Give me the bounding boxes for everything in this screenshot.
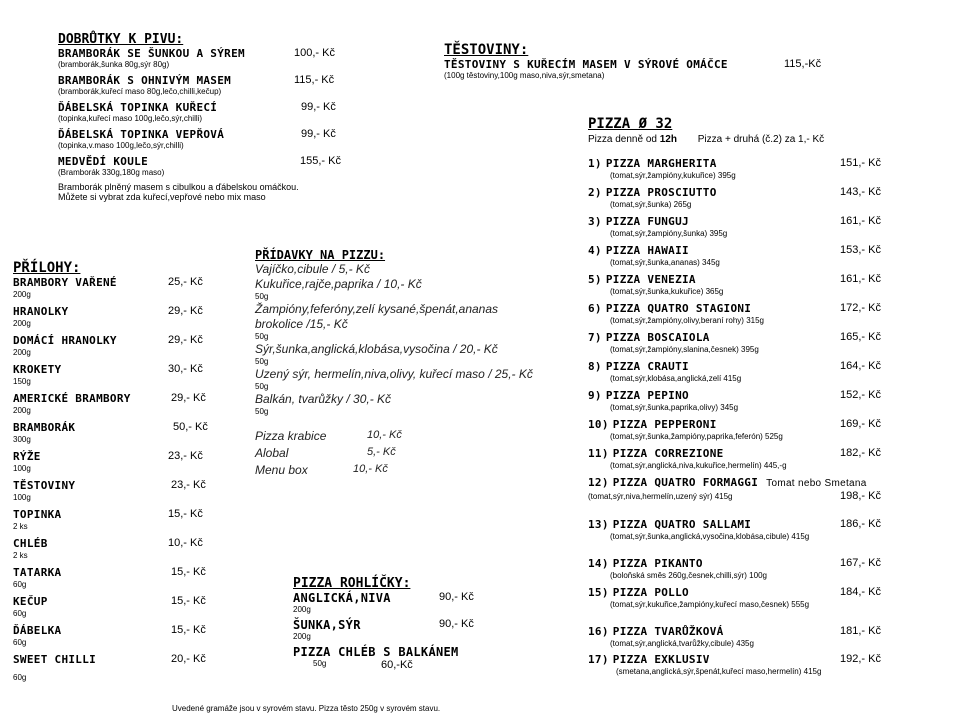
pizza-item [588,447,928,476]
priloha-item-weight: 200g [13,319,31,328]
pizza-item-row [588,447,928,461]
rohlicek-item-name: ŠUNKA,SÝR [293,618,361,632]
priloha-item-weight: 2 ks [13,551,28,560]
priloha-item-weight: 150g [13,377,31,386]
priloha-item-weight: 100g [13,464,31,473]
pizza-item-name: PIZZA POLLO [612,586,689,599]
prilohy-title: PŘÍLOHY: [13,260,81,276]
pizza-item-num: 14) [588,557,609,570]
pizza-item-price: 161,- Kč [840,215,881,227]
priloha-item-name: BRAMBORÁK [13,421,76,434]
priloha-item-price: 50,- Kč [173,421,208,433]
pizza-item [588,418,928,447]
dobrutky-item [58,128,358,141]
pizza-item-desc: (tomat,sýr,anglická,tvarůžky,cibule) 435g [610,639,754,648]
dobrutky-item-price: 155,- Kč [300,155,341,167]
dobrutky-item [58,101,358,114]
pizza-item [588,215,928,244]
pridavek-line: Sýr,šunka,anglická,klobása,vysočina / 20,- Kč [255,342,498,356]
priloha-item-weight: 200g [13,290,31,299]
pizza-item-price: 186,- Kč [840,518,881,530]
pizza-item-name: PIZZA TVARŮŽKOVÁ [612,625,724,638]
priloha-item [13,653,233,667]
pizza-item-desc: (tomat,sýr,šunka,ananas) 345g [610,258,720,267]
testoviny-row [444,58,844,71]
pridavek-extra [255,463,595,480]
pridavek-line: brokolice /15,- Kč [255,317,348,331]
priloha-item [13,276,233,290]
pizza-item-row [588,360,928,374]
rohlicek-item-name: ANGLICKÁ,NIVA [293,591,391,605]
pizza-item-desc: (tomat,sýr,šunka,žampióny,paprika,feferón) 525g [610,432,783,441]
rohlicek-item-price: 90,- Kč [439,618,474,630]
pizza-item-name: PIZZA QUATRO SALLAMI [612,518,752,531]
pizza-item-num: 1) [588,157,602,170]
priloha-item-price: 29,- Kč [168,305,203,317]
priloha-item [13,363,233,377]
pizza-item-title [588,389,689,402]
priloha-item-name: RÝŽE [13,450,41,463]
priloha-item-name: HRANOLKY [13,305,69,318]
pizza-item-num: 10) [588,418,609,431]
dobrutky-item-desc: (Bramborák 330g,180g maso) [58,168,165,177]
pizza-item [588,157,928,186]
pizza-item-desc: (tomat,sýr,niva,hermelín,uzený sýr) 415g [588,492,733,501]
pridavek-line: Balkán, tvarůžky / 30,- Kč [255,392,392,406]
priloha-item-price: 10,- Kč [168,537,203,549]
pizza-item-num: 12) [588,476,609,489]
rohlicek-item-weight: 200g [293,605,311,614]
priloha-item-name: TĚSTOVINY [13,479,76,492]
pridavek-extra-price: 10,- Kč [353,463,388,475]
pridavek-extra [255,429,595,446]
pizza-daily-time: 12h [659,134,677,145]
pizza-item [588,476,928,508]
pizza-item [588,360,928,389]
pridavek-line: Vajíčko,cibule / 5,- Kč [255,262,370,276]
pizza-item-desc: (smetana,anglická,sýr,špenát,kuřecí maso,hermelín) 415g [616,667,822,676]
pizza-item [588,518,928,547]
pizza-item [588,302,928,331]
pizza-item-num: 11) [588,447,609,460]
priloha-item-weight: 300g [13,435,31,444]
dobrutky-item [58,47,358,60]
priloha-item [13,305,233,319]
pizza-item-title [588,157,717,170]
priloha-item [13,595,233,609]
pizza-item-num: 6) [588,302,602,315]
pridavek-extra [255,446,595,463]
pizza-item-num: 3) [588,215,602,228]
priloha-item [13,479,233,493]
priloha-item-weight: 200g [13,348,31,357]
section-dobrutky [58,32,358,202]
dobrutky-note-1: Bramborák plněný masem s cibulkou a ďábelskou omáčkou. [58,182,299,192]
pizza-item-desc: (tomat,sýr,šunka,anglická,vysočina,klobása,cibule) 415g [610,532,810,541]
pizza-item-price: 198,- Kč [840,490,881,502]
pizza-item-row [588,389,928,403]
pizza-item [588,625,928,654]
pizza-item [588,557,928,586]
pizza-item-row [588,331,928,345]
pizza-daily-prefix: Pizza denně od [588,134,660,145]
pizza-item-name: PIZZA QUATRO STAGIONI [605,302,752,315]
pizza-item-price: 192,- Kč [840,653,881,665]
priloha-item [13,566,233,580]
pizza-item-num: 5) [588,273,602,286]
priloha-item-name: CHLÉB [13,537,48,550]
pizza-item-row [588,273,928,287]
pizza-item-row [588,586,928,600]
priloha-item-weight: 60g [13,609,27,618]
pizza-item-name: PIZZA QUATRO FORMAGGI [612,476,759,489]
dobrutky-item-price: 115,- Kč [294,74,335,86]
pizza-offer: Pizza + druhá (č.2) za 1,- Kč [697,134,825,145]
priloha-item-name: KEČUP [13,595,48,608]
pizza-item-price: 153,- Kč [840,244,881,256]
pizza-item-row [588,518,928,532]
priloha-item-weight: 60g [13,673,27,682]
rohlicky-chleb-weight: 50g [313,659,327,668]
dobrutky-note-2: Můžete si vybrat zda kuřecí,vepřové nebo mix maso [58,192,266,202]
pizza-item-title [588,586,689,599]
pizza-item-title [588,625,724,638]
dobrutky-item-price: 100,- Kč [294,47,335,59]
pridavek-weight: 50g [255,357,269,366]
pridavek-extra-name: Pizza krabice [255,429,327,443]
pizza-item-name: PIZZA CRAUTI [605,360,689,373]
pridavek-extra-price: 10,- Kč [367,429,402,441]
dobrutky-item-desc: (topinka,v.maso 100g,lečo,sýr,chilli) [58,141,184,150]
pizza-item-name: PIZZA PEPINO [605,389,689,402]
priloha-item [13,421,233,435]
pizza-item-title [588,557,703,570]
pizza-item-price: 143,- Kč [840,186,881,198]
pizza-item-price: 169,- Kč [840,418,881,430]
dobrutky-list [58,47,358,182]
priloha-item-weight: 60g [13,580,27,589]
pizza-item-price: 164,- Kč [840,360,881,372]
pizza-item-num: 17) [588,653,609,666]
section-rohlicky [293,576,493,672]
pizza-item-row [588,215,928,229]
pizza-item [588,186,928,215]
priloha-item [13,537,233,551]
priloha-item-price: 23,- Kč [171,479,206,491]
pridavky-title: PŘÍDAVKY NA PIZZU: [255,248,386,262]
pizza-item-row [588,653,928,667]
pizza-item-price: 181,- Kč [840,625,881,637]
testoviny-desc: (100g těstoviny,100g maso,niva,sýr,smetana) [444,71,605,80]
pizza-item-title [588,476,867,489]
priloha-item [13,334,233,348]
priloha-item-price: 29,- Kč [168,334,203,346]
priloha-item-name: DOMÁCÍ HRANOLKY [13,334,117,347]
dobrutky-item-desc: (bramborák,šunka 80g,sýr 80g) [58,60,170,69]
pizza-item-price: 184,- Kč [840,586,881,598]
pizza-item-title [588,302,751,315]
priloha-item-price: 29,- Kč [171,392,206,404]
priloha-item-name: TATARKA [13,566,62,579]
priloha-item-price: 20,- Kč [171,653,206,665]
priloha-item [13,624,233,638]
rohlicky-chleb-row [293,659,493,672]
rohlicky-list [293,591,493,645]
pizza-item-price: 165,- Kč [840,331,881,343]
priloha-item-price: 25,- Kč [168,276,203,288]
pizza-item-name: PIZZA PEPPERONI [612,418,717,431]
pizza-item-name: PIZZA HAWAII [605,244,689,257]
pizza-item-title [588,653,710,666]
pizza-item-title [588,418,717,431]
rohlicky-chleb-name: PIZZA CHLÉB S BALKÁNEM [293,645,459,659]
pizza-item-name: PIZZA VENEZIA [605,273,696,286]
testoviny-price: 115,-Kč [784,58,822,70]
testoviny-name: TĚSTOVINY S KUŘECÍM MASEM V SÝROVÉ OMÁČCE [444,58,728,71]
priloha-item-price: 15,- Kč [168,508,203,520]
priloha-item-price: 15,- Kč [171,595,206,607]
dobrutky-item [58,155,358,168]
pizza-daily-info [588,134,928,145]
pizza-item-desc: (boloňská směs 260g,česnek,chilli,sýr) 100g [610,571,767,580]
pizza-item-desc: (tomat,sýr,šunka,kukuřice) 365g [610,287,724,296]
dobrutky-item-name: ĎÁBELSKÁ TOPINKA VEPŘOVÁ [58,128,225,141]
priloha-item-name: TOPINKA [13,508,62,521]
pridavek-weight: 50g [255,332,269,341]
rohlicek-item-weight: 200g [293,632,311,641]
dobrutky-item-price: 99,- Kč [301,101,336,113]
rohlicky-title: PIZZA ROHLÍČKY: [293,576,411,591]
pizza-item-num: 13) [588,518,609,531]
priloha-item [13,450,233,464]
pizza-item-row [588,625,928,639]
pizza-item-name: PIZZA MARGHERITA [605,157,717,170]
pizza-item-row [588,157,928,171]
pizza-list [588,157,928,682]
pizza-item-row [588,557,928,571]
prilohy-list [13,276,233,689]
pridavek-line: Kukuřice,rajče,paprika / 10,- Kč [255,277,422,291]
dobrutky-item-desc: (topinka,kuřecí maso 100g,lečo,sýr,chilli) [58,114,203,123]
pizza-item-title [588,518,751,531]
dobrutky-item-name: ĎÁBELSKÁ TOPINKA KUŘECÍ [58,101,218,114]
pridavek-weight: 50g [255,292,269,301]
pizza-item-num: 4) [588,244,602,257]
priloha-item-name: AMERICKÉ BRAMBORY [13,392,131,405]
pizza-item [588,653,928,682]
rohlicek-item-price: 90,- Kč [439,591,474,603]
pizza-item-name: PIZZA CORREZIONE [612,447,724,460]
pizza-item-desc: (tomat,sýr,šunka,paprika,olivy) 345g [610,403,739,412]
dobrutky-item [58,74,358,87]
pizza-item-num: 9) [588,389,602,402]
dobrutky-item-name: BRAMBORÁK S OHNIVÝM MASEM [58,74,232,87]
priloha-item-price: 15,- Kč [171,566,206,578]
pizza-item-title [588,215,689,228]
pizza-item-title [588,186,717,199]
testoviny-title: TĚSTOVINY: [444,42,529,58]
pizza-item-title [588,331,710,344]
pridavek-extra-price: 5,- Kč [367,446,396,458]
priloha-item [13,392,233,406]
pizza-item-price: 152,- Kč [840,389,881,401]
priloha-item-price: 15,- Kč [171,624,206,636]
pizza-item-title [588,447,724,460]
priloha-item-weight: 100g [13,493,31,502]
pizza-item-num: 2) [588,186,602,199]
pizza-title: PIZZA Ø 32 [588,116,673,132]
priloha-item-weight: 60g [13,638,27,647]
pizza-item-row [588,418,928,432]
dobrutky-item-name: BRAMBORÁK SE ŠUNKOU A SÝREM [58,47,245,60]
priloha-item-weight: 2 ks [13,522,28,531]
pizza-item-name: PIZZA PROSCIUTTO [605,186,717,199]
pizza-item-row [588,302,928,316]
pridavky-list [255,262,595,417]
pizza-item [588,331,928,360]
pizza-item-price: 182,- Kč [840,447,881,459]
pizza-item-num: 15) [588,586,609,599]
pizza-item-price: 167,- Kč [840,557,881,569]
pizza-item-price: 161,- Kč [840,273,881,285]
pizza-item-title [588,244,689,257]
priloha-item-weight: 200g [13,406,31,415]
pizza-item-desc: (tomat,sýr,anglická,niva,kukuřice,hermelín) 445,-g [610,461,787,470]
pizza-item-name: PIZZA EXKLUSIV [612,653,710,666]
priloha-item [13,508,233,522]
section-pizza [588,116,928,682]
pridavek-extra-name: Alobal [255,446,289,460]
pizza-item [588,273,928,302]
pizza-item-desc: (tomat,sýr,žampióny,šunka) 395g [610,229,728,238]
pizza-item-num: 7) [588,331,602,344]
pridavek-weight: 50g [255,382,269,391]
pizza-item [588,244,928,273]
section-prilohy [13,260,233,689]
pizza-item-extra: Tomat nebo Smetana [766,478,867,489]
pizza-item-row [588,244,928,258]
priloha-item-name: SWEET CHILLI [13,653,97,666]
pizza-item [588,389,928,418]
dobrutky-item-price: 99,- Kč [301,128,336,140]
pridavek-line: Uzený sýr, hermelín,niva,olivy, kuřecí maso / 25,- Kč [255,367,533,381]
pizza-item-desc: (tomat,sýr,žampióny,slanina,česnek) 395g [610,345,759,354]
priloha-item-name: KROKETY [13,363,62,376]
priloha-item-price: 23,- Kč [168,450,203,462]
pizza-item [588,586,928,615]
pizza-item-price: 151,- Kč [840,157,881,169]
priloha-item-price: 30,- Kč [168,363,203,375]
dobrutky-item-name: MEDVĚDÍ KOULE [58,155,148,168]
pizza-item-name: PIZZA BOSCAIOLA [605,331,710,344]
pizza-item-desc: (tomat,sýr,klobása,anglická,zelí 415g [610,374,742,383]
rohlicek-item [293,618,493,632]
pridavek-line: Žampióny,feferóny,zelí kysané,špenát,ananas [255,302,499,316]
pridavek-weight: 50g [255,407,269,416]
pizza-item-name: PIZZA PIKANTO [612,557,703,570]
pizza-item-desc: (tomat,sýr,kukuřice,žampióny,kuřecí maso,česnek) 555g [610,600,810,609]
section-testoviny [444,42,844,80]
pizza-item-desc: (tomat,sýr,žampióny,olivy,beraní rohy) 315g [610,316,764,325]
priloha-item-name: BRAMBORY VAŘENÉ [13,276,117,289]
pizza-item-title [588,273,696,286]
pizza-item-title [588,360,689,373]
priloha-item-name: ĎÁBELKA [13,624,62,637]
pizza-item-name: PIZZA FUNGUJ [605,215,689,228]
section-pridavky [255,248,595,480]
pizza-item-row [588,186,928,200]
dobrutky-item-desc: (bramborák,kuřecí maso 80g,lečo,chilli,kečup) [58,87,222,96]
footer-note: Uvedené gramáže jsou v syrovém stavu. Pizza těsto 250g v syrovém stavu. [172,704,441,713]
rohlicek-item [293,591,493,605]
rohlicky-chleb-price: 60,-Kč [381,659,413,671]
pridavek-extra-name: Menu box [255,463,308,477]
pizza-item-desc: (tomat,sýr,žampióny,kukuřice) 395g [610,171,736,180]
pizza-item-num: 8) [588,360,602,373]
pizza-item-price: 172,- Kč [840,302,881,314]
dobrutky-title: DOBRŮTKY K PIVU: [58,32,184,47]
pizza-item-desc: (tomat,sýr,šunka) 265g [610,200,692,209]
pridavky-extras [255,429,595,480]
pizza-item-num: 16) [588,625,609,638]
